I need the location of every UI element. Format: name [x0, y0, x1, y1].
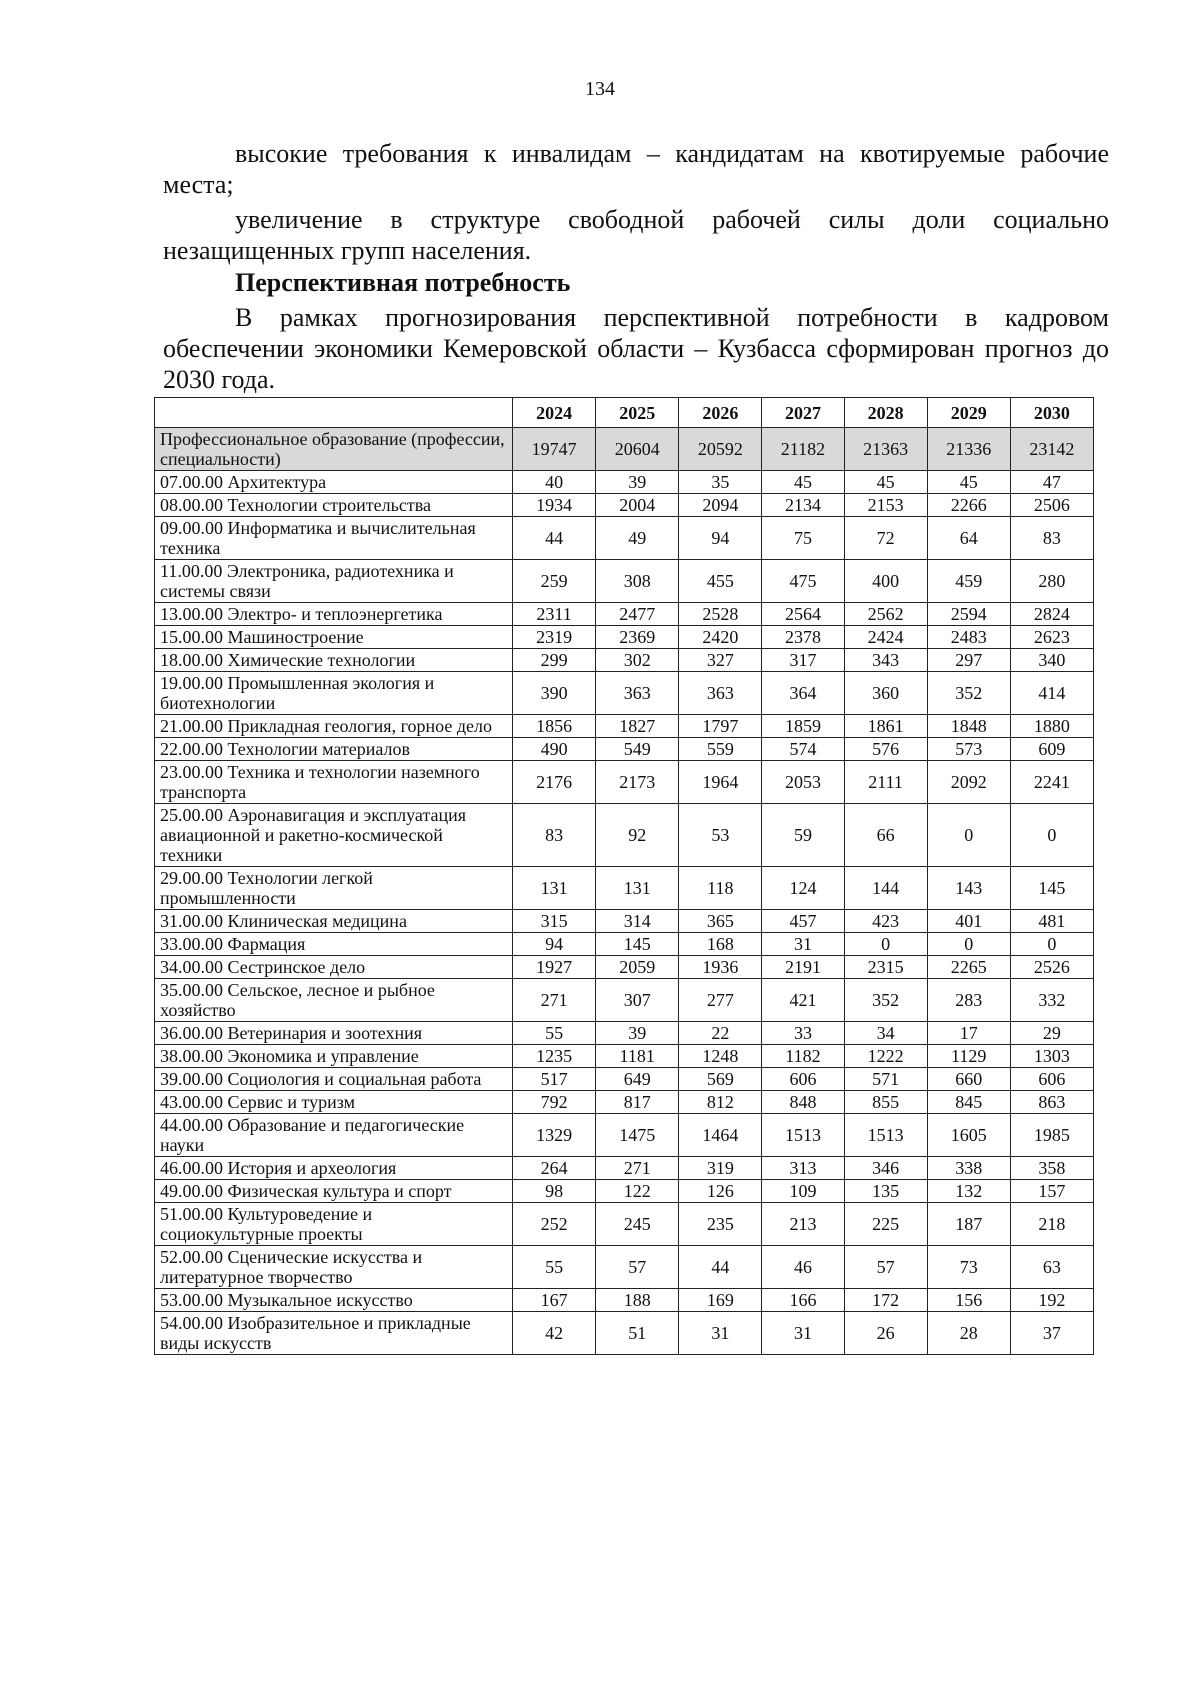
paragraph-forecast-intro: [163, 302, 1109, 395]
cell-value: 2053: [762, 761, 844, 804]
cell-value: 259: [513, 560, 596, 603]
row-label: 07.00.00 Архитектура: [155, 471, 513, 494]
cell-value: 156: [927, 1289, 1010, 1312]
cell-value: 45: [762, 471, 844, 494]
cell-value: 2315: [844, 956, 927, 979]
cell-value: 338: [927, 1157, 1010, 1180]
row-label: 23.00.00 Техника и технологии наземного транспорта: [155, 761, 513, 804]
table-row: [155, 1045, 1094, 1068]
table-row: [155, 715, 1094, 738]
cell-value: 574: [762, 738, 844, 761]
cell-value: 346: [844, 1157, 927, 1180]
cell-value: 363: [596, 672, 679, 715]
cell-value: 2241: [1010, 761, 1093, 804]
row-label: 09.00.00 Информатика и вычислительная техника: [155, 517, 513, 560]
table-row: [155, 471, 1094, 494]
cell-value: 45: [927, 471, 1010, 494]
cell-value: 1464: [679, 1114, 762, 1157]
cell-value: 2319: [513, 626, 596, 649]
row-label: 22.00.00 Технологии материалов: [155, 738, 513, 761]
row-label: 51.00.00 Культуроведение и социокультурные проекты: [155, 1203, 513, 1246]
table-row: [155, 603, 1094, 626]
year-header: 2029: [927, 398, 1010, 428]
cell-value: 401: [927, 910, 1010, 933]
cell-value: 21182: [762, 428, 844, 471]
cell-value: 187: [927, 1203, 1010, 1246]
section-heading: Перспективная потребность: [235, 268, 571, 297]
table-header-blank: [155, 398, 513, 428]
cell-value: 144: [844, 867, 927, 910]
cell-value: 22: [679, 1022, 762, 1045]
table-row: [155, 494, 1094, 517]
cell-value: 2311: [513, 603, 596, 626]
cell-value: 1848: [927, 715, 1010, 738]
cell-value: 343: [844, 649, 927, 672]
cell-value: 573: [927, 738, 1010, 761]
cell-value: 1827: [596, 715, 679, 738]
table-row: [155, 1091, 1094, 1114]
cell-value: 169: [679, 1289, 762, 1312]
cell-value: 2266: [927, 494, 1010, 517]
table-row: [155, 1157, 1094, 1180]
table-row: [155, 956, 1094, 979]
cell-value: 45: [844, 471, 927, 494]
cell-value: 2483: [927, 626, 1010, 649]
cell-value: 72: [844, 517, 927, 560]
cell-value: 2378: [762, 626, 844, 649]
table-row: [155, 979, 1094, 1022]
cell-value: 83: [513, 804, 596, 867]
cell-value: 1513: [844, 1114, 927, 1157]
cell-value: 2094: [679, 494, 762, 517]
cell-value: 34: [844, 1022, 927, 1045]
cell-value: 863: [1010, 1091, 1093, 1114]
cell-value: 848: [762, 1091, 844, 1114]
cell-value: 1964: [679, 761, 762, 804]
cell-value: 390: [513, 672, 596, 715]
cell-value: 63: [1010, 1246, 1093, 1289]
cell-value: 252: [513, 1203, 596, 1246]
cell-value: 1329: [513, 1114, 596, 1157]
cell-value: 98: [513, 1180, 596, 1203]
cell-value: 21336: [927, 428, 1010, 471]
row-label: 18.00.00 Химические технологии: [155, 649, 513, 672]
cell-value: 609: [1010, 738, 1093, 761]
cell-value: 40: [513, 471, 596, 494]
cell-value: 1927: [513, 956, 596, 979]
cell-value: 360: [844, 672, 927, 715]
row-label: 49.00.00 Физическая культура и спорт: [155, 1180, 513, 1203]
cell-value: 126: [679, 1180, 762, 1203]
cell-value: 17: [927, 1022, 1010, 1045]
cell-value: 2092: [927, 761, 1010, 804]
cell-value: 1182: [762, 1045, 844, 1068]
cell-value: 37: [1010, 1312, 1093, 1355]
cell-value: 2059: [596, 956, 679, 979]
cell-value: 606: [1010, 1068, 1093, 1091]
cell-value: 122: [596, 1180, 679, 1203]
cell-value: 118: [679, 867, 762, 910]
cell-value: 135: [844, 1180, 927, 1203]
cell-value: 2420: [679, 626, 762, 649]
cell-value: 400: [844, 560, 927, 603]
cell-value: 23142: [1010, 428, 1093, 471]
table-row: [155, 1289, 1094, 1312]
year-header: 2024: [513, 398, 596, 428]
row-label: 35.00.00 Сельское, лесное и рыбное хозяйство: [155, 979, 513, 1022]
year-header: 2025: [596, 398, 679, 428]
cell-value: 2153: [844, 494, 927, 517]
row-label: 46.00.00 История и археология: [155, 1157, 513, 1180]
cell-value: 660: [927, 1068, 1010, 1091]
cell-value: 26: [844, 1312, 927, 1355]
row-label: 15.00.00 Машиностроение: [155, 626, 513, 649]
cell-value: 57: [844, 1246, 927, 1289]
cell-value: 297: [927, 649, 1010, 672]
cell-value: 166: [762, 1289, 844, 1312]
cell-value: 845: [927, 1091, 1010, 1114]
cell-value: 2824: [1010, 603, 1093, 626]
cell-value: 47: [1010, 471, 1093, 494]
table-header-row: [155, 398, 1094, 428]
year-header: 2030: [1010, 398, 1093, 428]
cell-value: 192: [1010, 1289, 1093, 1312]
row-label: 29.00.00 Технологии легкой промышленности: [155, 867, 513, 910]
cell-value: 606: [762, 1068, 844, 1091]
cell-value: 55: [513, 1246, 596, 1289]
cell-value: 455: [679, 560, 762, 603]
cell-value: 352: [844, 979, 927, 1022]
table-row: [155, 1068, 1094, 1091]
paragraph-quota-requirements: [163, 138, 1109, 200]
year-header: 2026: [679, 398, 762, 428]
row-label: 43.00.00 Сервис и туризм: [155, 1091, 513, 1114]
cell-value: 42: [513, 1312, 596, 1355]
row-label: 25.00.00 Аэронавигация и эксплуатация авиационной и ракетно-космической техники: [155, 804, 513, 867]
cell-value: 31: [762, 933, 844, 956]
cell-value: 481: [1010, 910, 1093, 933]
cell-value: 145: [596, 933, 679, 956]
table-row: [155, 672, 1094, 715]
cell-value: 280: [1010, 560, 1093, 603]
cell-value: 2623: [1010, 626, 1093, 649]
row-label: 44.00.00 Образование и педагогические науки: [155, 1114, 513, 1157]
row-label: 11.00.00 Электроника, радиотехника и системы связи: [155, 560, 513, 603]
cell-value: 2173: [596, 761, 679, 804]
cell-value: 19747: [513, 428, 596, 471]
table-row: [155, 1246, 1094, 1289]
cell-value: 277: [679, 979, 762, 1022]
cell-value: 92: [596, 804, 679, 867]
cell-value: 364: [762, 672, 844, 715]
cell-value: 549: [596, 738, 679, 761]
cell-value: 188: [596, 1289, 679, 1312]
cell-value: 1985: [1010, 1114, 1093, 1157]
row-label: Профессиональное образование (профессии, специальности): [155, 428, 513, 471]
cell-value: 414: [1010, 672, 1093, 715]
row-label: 54.00.00 Изобразительное и прикладные виды искусств: [155, 1312, 513, 1355]
cell-value: 2526: [1010, 956, 1093, 979]
cell-value: 0: [927, 933, 1010, 956]
table-total-row: [155, 428, 1094, 471]
cell-value: 245: [596, 1203, 679, 1246]
cell-value: 358: [1010, 1157, 1093, 1180]
cell-value: 0: [927, 804, 1010, 867]
table-row: [155, 1203, 1094, 1246]
cell-value: 1513: [762, 1114, 844, 1157]
cell-value: 0: [1010, 804, 1093, 867]
cell-value: 131: [513, 867, 596, 910]
cell-value: 2506: [1010, 494, 1093, 517]
cell-value: 53: [679, 804, 762, 867]
cell-value: 457: [762, 910, 844, 933]
row-label: 13.00.00 Электро- и теплоэнергетика: [155, 603, 513, 626]
cell-value: 271: [596, 1157, 679, 1180]
cell-value: 2134: [762, 494, 844, 517]
cell-value: 307: [596, 979, 679, 1022]
cell-value: 576: [844, 738, 927, 761]
table-row: [155, 738, 1094, 761]
cell-value: 317: [762, 649, 844, 672]
cell-value: 2562: [844, 603, 927, 626]
cell-value: 20604: [596, 428, 679, 471]
cell-value: 124: [762, 867, 844, 910]
row-label: 52.00.00 Сценические искусства и литературное творчество: [155, 1246, 513, 1289]
cell-value: 1797: [679, 715, 762, 738]
cell-value: 1880: [1010, 715, 1093, 738]
table-row: [155, 910, 1094, 933]
cell-value: 2424: [844, 626, 927, 649]
cell-value: 94: [679, 517, 762, 560]
cell-value: 31: [762, 1312, 844, 1355]
page-number: 134: [585, 78, 615, 100]
cell-value: 2265: [927, 956, 1010, 979]
cell-value: 2564: [762, 603, 844, 626]
cell-value: 157: [1010, 1180, 1093, 1203]
cell-value: 167: [513, 1289, 596, 1312]
cell-value: 313: [762, 1157, 844, 1180]
row-label: 21.00.00 Прикладная геология, горное дело: [155, 715, 513, 738]
cell-value: 792: [513, 1091, 596, 1114]
table-row: [155, 1114, 1094, 1157]
table-row: [155, 804, 1094, 867]
table-row: [155, 560, 1094, 603]
row-label: 38.00.00 Экономика и управление: [155, 1045, 513, 1068]
cell-value: 28: [927, 1312, 1010, 1355]
cell-value: 569: [679, 1068, 762, 1091]
year-header: 2028: [844, 398, 927, 428]
cell-value: 2594: [927, 603, 1010, 626]
row-label: 39.00.00 Социология и социальная работа: [155, 1068, 513, 1091]
cell-value: 44: [679, 1246, 762, 1289]
cell-value: 2004: [596, 494, 679, 517]
cell-value: 365: [679, 910, 762, 933]
cell-value: 1129: [927, 1045, 1010, 1068]
cell-value: 571: [844, 1068, 927, 1091]
cell-value: 559: [679, 738, 762, 761]
cell-value: 131: [596, 867, 679, 910]
cell-value: 59: [762, 804, 844, 867]
forecast-table: [154, 397, 1094, 1355]
cell-value: 235: [679, 1203, 762, 1246]
cell-value: 490: [513, 738, 596, 761]
cell-value: 145: [1010, 867, 1093, 910]
table-row: [155, 1312, 1094, 1355]
cell-value: 143: [927, 867, 1010, 910]
cell-value: 327: [679, 649, 762, 672]
year-header: 2027: [762, 398, 844, 428]
cell-value: 1222: [844, 1045, 927, 1068]
cell-value: 2176: [513, 761, 596, 804]
cell-value: 649: [596, 1068, 679, 1091]
cell-value: 283: [927, 979, 1010, 1022]
cell-value: 271: [513, 979, 596, 1022]
cell-value: 44: [513, 517, 596, 560]
row-label: 08.00.00 Технологии строительства: [155, 494, 513, 517]
cell-value: 302: [596, 649, 679, 672]
cell-value: 1235: [513, 1045, 596, 1068]
cell-value: 83: [1010, 517, 1093, 560]
cell-value: 340: [1010, 649, 1093, 672]
cell-value: 0: [1010, 933, 1093, 956]
row-label: 34.00.00 Сестринское дело: [155, 956, 513, 979]
cell-value: 332: [1010, 979, 1093, 1022]
table-row: [155, 933, 1094, 956]
cell-value: 1859: [762, 715, 844, 738]
cell-value: 225: [844, 1203, 927, 1246]
cell-value: 55: [513, 1022, 596, 1045]
cell-value: 213: [762, 1203, 844, 1246]
cell-value: 314: [596, 910, 679, 933]
cell-value: 49: [596, 517, 679, 560]
cell-value: 31: [679, 1312, 762, 1355]
paragraph-text: увеличение в структуре свободной рабочей силы доли социально незащищенных групп населения.: [163, 205, 1109, 265]
cell-value: 73: [927, 1246, 1010, 1289]
cell-value: 517: [513, 1068, 596, 1091]
cell-value: 39: [596, 471, 679, 494]
cell-value: 64: [927, 517, 1010, 560]
table-row: [155, 517, 1094, 560]
cell-value: 855: [844, 1091, 927, 1114]
cell-value: 1936: [679, 956, 762, 979]
table-row: [155, 649, 1094, 672]
row-label: 36.00.00 Ветеринария и зоотехния: [155, 1022, 513, 1045]
cell-value: 51: [596, 1312, 679, 1355]
cell-value: 1181: [596, 1045, 679, 1068]
cell-value: 132: [927, 1180, 1010, 1203]
cell-value: 264: [513, 1157, 596, 1180]
cell-value: 363: [679, 672, 762, 715]
cell-value: 812: [679, 1091, 762, 1114]
row-label: 33.00.00 Фармация: [155, 933, 513, 956]
cell-value: 2528: [679, 603, 762, 626]
cell-value: 46: [762, 1246, 844, 1289]
row-label: 19.00.00 Промышленная экология и биотехнологии: [155, 672, 513, 715]
cell-value: 57: [596, 1246, 679, 1289]
table-row: [155, 867, 1094, 910]
cell-value: 817: [596, 1091, 679, 1114]
cell-value: 308: [596, 560, 679, 603]
cell-value: 168: [679, 933, 762, 956]
cell-value: 1856: [513, 715, 596, 738]
cell-value: 2191: [762, 956, 844, 979]
cell-value: 315: [513, 910, 596, 933]
cell-value: 299: [513, 649, 596, 672]
cell-value: 2369: [596, 626, 679, 649]
cell-value: 1605: [927, 1114, 1010, 1157]
cell-value: 1934: [513, 494, 596, 517]
cell-value: 1303: [1010, 1045, 1093, 1068]
cell-value: 218: [1010, 1203, 1093, 1246]
cell-value: 1248: [679, 1045, 762, 1068]
cell-value: 2477: [596, 603, 679, 626]
cell-value: 172: [844, 1289, 927, 1312]
cell-value: 39: [596, 1022, 679, 1045]
table-row: [155, 1022, 1094, 1045]
cell-value: 35: [679, 471, 762, 494]
cell-value: 66: [844, 804, 927, 867]
cell-value: 33: [762, 1022, 844, 1045]
paragraph-vulnerable-groups: [163, 204, 1109, 266]
cell-value: 475: [762, 560, 844, 603]
table-row: [155, 626, 1094, 649]
row-label: 31.00.00 Клиническая медицина: [155, 910, 513, 933]
paragraph-text: В рамках прогнозирования перспективной потребности в кадровом обеспечении экономики Кемеровской области – Кузбасса сформирован прогноз до 2030 года.: [163, 303, 1109, 394]
cell-value: 423: [844, 910, 927, 933]
cell-value: 0: [844, 933, 927, 956]
paragraph-text: высокие требования к инвалидам – кандидатам на квотируемые рабочие места;: [163, 139, 1109, 199]
cell-value: 21363: [844, 428, 927, 471]
cell-value: 20592: [679, 428, 762, 471]
cell-value: 319: [679, 1157, 762, 1180]
cell-value: 1861: [844, 715, 927, 738]
table-row: [155, 1180, 1094, 1203]
cell-value: 1475: [596, 1114, 679, 1157]
cell-value: 459: [927, 560, 1010, 603]
cell-value: 352: [927, 672, 1010, 715]
cell-value: 421: [762, 979, 844, 1022]
cell-value: 94: [513, 933, 596, 956]
table-row: [155, 761, 1094, 804]
cell-value: 2111: [844, 761, 927, 804]
cell-value: 75: [762, 517, 844, 560]
row-label: 53.00.00 Музыкальное искусство: [155, 1289, 513, 1312]
cell-value: 29: [1010, 1022, 1093, 1045]
cell-value: 109: [762, 1180, 844, 1203]
